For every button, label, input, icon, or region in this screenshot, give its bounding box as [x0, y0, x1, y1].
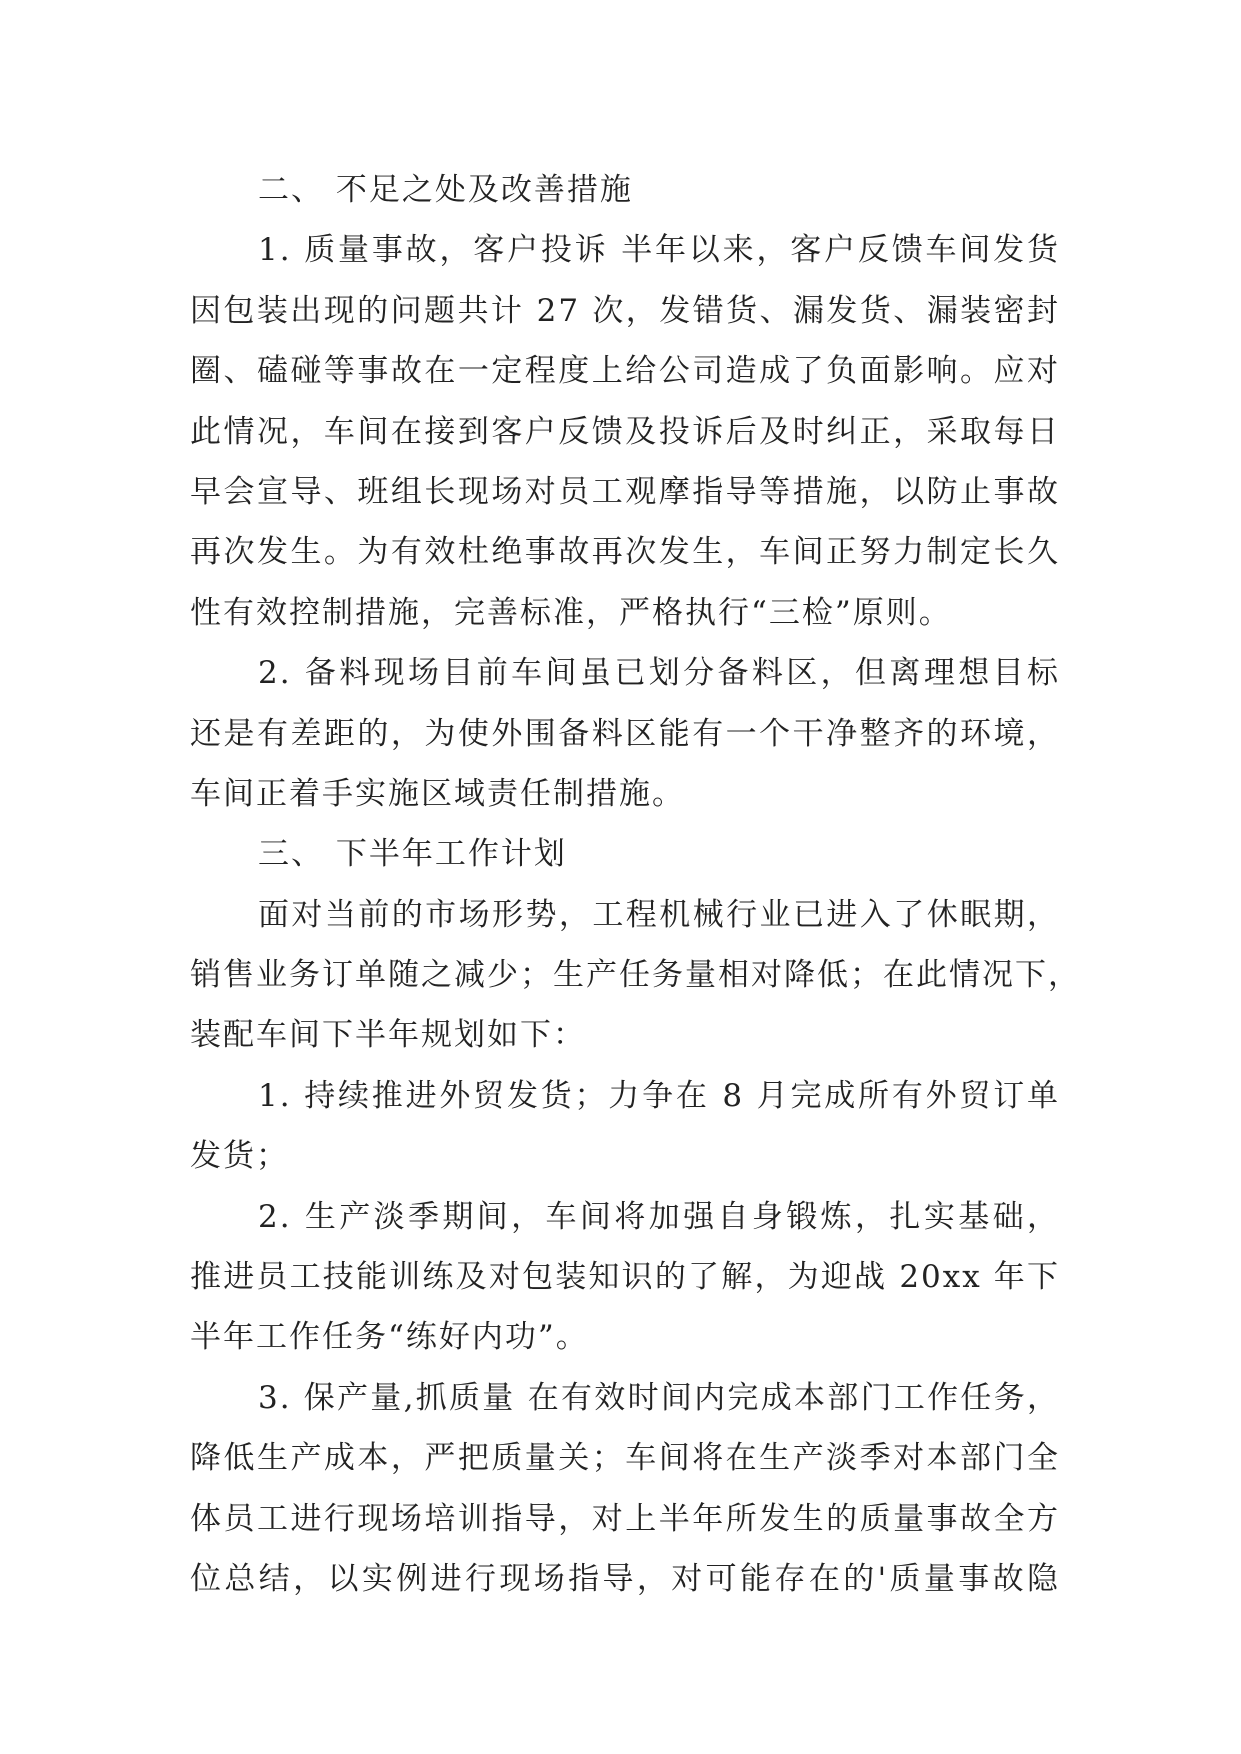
text-line: 2. 生产淡季期间，车间将加强自身锻炼，扎实基础，	[258, 1198, 1060, 1235]
text-line: 位总结，以实例进行现场指导，对可能存在的'质量事故隐	[190, 1560, 1060, 1597]
text-line: 体员工进行现场培训指导，对上半年所发生的质量事故全方	[190, 1500, 1060, 1537]
text-line: 3. 保产量,抓质量 在有效时间内完成本部门工作任务，	[258, 1379, 1060, 1416]
text-line: 再次发生。为有效杜绝事故再次发生，车间正努力制定长久	[190, 534, 1060, 571]
text-line: 圈、磕碰等事故在一定程度上给公司造成了负面影响。应对	[190, 353, 1060, 390]
document-body	[190, 160, 1081, 1609]
text-line: 车间正着手实施区域责任制措施。	[190, 775, 685, 812]
text-line: 2. 备料现场目前车间虽已划分备料区，但离理想目标	[258, 655, 1060, 692]
text-line: 销售业务订单随之减少；生产任务量相对降低；在此情况下，	[190, 957, 1081, 994]
text-line: 推进员工技能训练及对包装知识的了解，为迎战 20xx 年下	[190, 1259, 1060, 1296]
text-line: 装配车间下半年规划如下：	[190, 1017, 586, 1054]
text-line: 发货；	[190, 1138, 289, 1175]
text-line: 1. 质量事故，客户投诉 半年以来，客户反馈车间发货	[258, 232, 1060, 269]
text-line: 面对当前的市场形势，工程机械行业已进入了休眠期，	[258, 896, 1060, 933]
text-line: 三、 下半年工作计划	[258, 836, 567, 873]
text-line: 二、 不足之处及改善措施	[258, 172, 633, 208]
text-line: 1. 持续推进外贸发货；力争在 8 月完成所有外贸订单	[258, 1077, 1060, 1114]
text-line: 因包装出现的问题共计 27 次，发错货、漏发货、漏装密封	[190, 292, 1060, 329]
text-line: 性有效控制措施，完善标准，严格执行“三检”原则。	[190, 594, 952, 631]
text-line: 半年工作任务“练好内功”。	[190, 1319, 589, 1356]
text-line: 降低生产成本，严把质量关；车间将在生产淡季对本部门全	[190, 1440, 1060, 1477]
text-line: 还是有差距的，为使外围备料区能有一个干净整齐的环境，	[190, 715, 1060, 752]
text-line: 早会宣导、班组长现场对员工观摩指导等措施，以防止事故	[190, 473, 1060, 510]
text-line: 此情况，车间在接到客户反馈及投诉后及时纠正，采取每日	[190, 413, 1060, 450]
